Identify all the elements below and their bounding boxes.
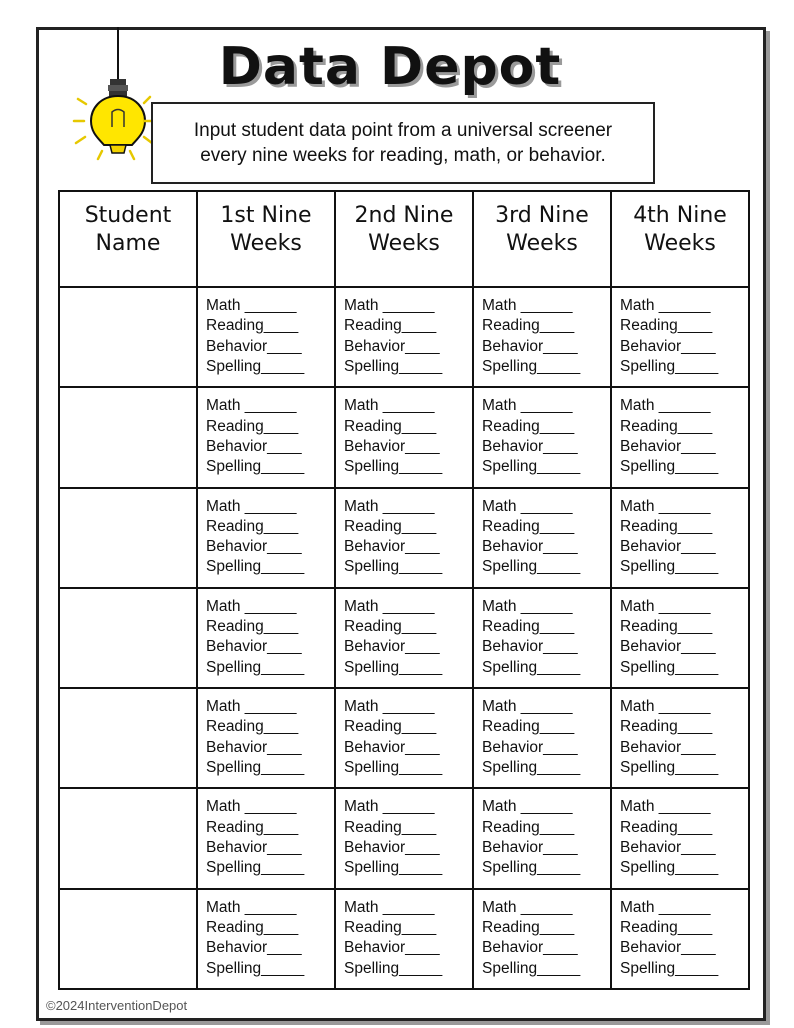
cell-field-label: Behavior____ bbox=[344, 437, 440, 455]
cell-field-label: Math ______ bbox=[620, 698, 711, 716]
nine-weeks-cell[interactable] bbox=[473, 788, 611, 888]
nine-weeks-cell[interactable] bbox=[473, 889, 611, 989]
cell-field-label: Reading____ bbox=[206, 417, 299, 435]
cell-field-label: Math ______ bbox=[482, 397, 573, 415]
cell-field-label: Reading____ bbox=[620, 618, 713, 636]
cell-field-label: Reading____ bbox=[206, 317, 299, 335]
cell-field-list bbox=[474, 890, 610, 979]
cell-field-list bbox=[198, 589, 334, 678]
nine-weeks-cell[interactable] bbox=[473, 688, 611, 788]
cell-field-list bbox=[198, 288, 334, 377]
cell-field-label: Math ______ bbox=[620, 798, 711, 816]
cell-field-label: Reading____ bbox=[620, 517, 713, 535]
cell-field-label: Behavior____ bbox=[206, 437, 302, 455]
cell-field-list bbox=[612, 288, 748, 377]
cell-field-label: Reading____ bbox=[344, 918, 437, 936]
nine-weeks-cell[interactable] bbox=[473, 387, 611, 487]
cell-field-label: Reading____ bbox=[620, 918, 713, 936]
cell-field-label: Math ______ bbox=[206, 497, 297, 515]
cell-field-list bbox=[474, 489, 610, 578]
cell-field-label: Behavior____ bbox=[482, 337, 578, 355]
cell-field-label: Behavior____ bbox=[482, 738, 578, 756]
cell-field-label: Spelling_____ bbox=[206, 759, 305, 777]
cell-field-list bbox=[612, 489, 748, 578]
table-row bbox=[59, 889, 749, 989]
nine-weeks-cell[interactable] bbox=[335, 488, 473, 588]
cell-field-label: Reading____ bbox=[620, 417, 713, 435]
cell-field-label: Math ______ bbox=[620, 898, 711, 916]
cell-field-label: Reading____ bbox=[482, 718, 575, 736]
cell-field-list bbox=[336, 388, 472, 477]
cell-field-list bbox=[198, 890, 334, 979]
cell-field-label: Math ______ bbox=[206, 898, 297, 916]
header-student-name: Student Name bbox=[59, 191, 197, 287]
cell-field-label: Math ______ bbox=[620, 497, 711, 515]
cell-field-label: Spelling_____ bbox=[620, 859, 719, 877]
cell-field-label: Reading____ bbox=[206, 818, 299, 836]
cell-field-list bbox=[198, 489, 334, 578]
cell-field-label: Behavior____ bbox=[344, 839, 440, 856]
cell-field-label: Spelling_____ bbox=[620, 658, 719, 676]
cell-field-label: Spelling_____ bbox=[482, 859, 581, 877]
cell-field-label: Math ______ bbox=[344, 898, 435, 916]
cell-field-label: Math ______ bbox=[482, 497, 573, 515]
cell-field-label: Behavior____ bbox=[620, 839, 716, 856]
nine-weeks-cell[interactable] bbox=[335, 788, 473, 888]
instructions-line-1: Input student data point from a universal screener bbox=[193, 120, 613, 141]
cell-field-label: Behavior____ bbox=[206, 839, 302, 856]
cell-field-label: Spelling_____ bbox=[482, 759, 581, 777]
cell-field-label: Math ______ bbox=[206, 597, 297, 615]
cell-field-list bbox=[198, 388, 334, 477]
cell-field-label: Math ______ bbox=[344, 798, 435, 816]
cell-field-label: Behavior____ bbox=[482, 939, 578, 957]
cell-field-label: Spelling_____ bbox=[620, 357, 719, 375]
cell-field-label: Behavior____ bbox=[206, 538, 302, 556]
cell-field-label: Spelling_____ bbox=[482, 959, 581, 977]
cell-field-label: Reading____ bbox=[206, 517, 299, 535]
cell-field-label: Behavior____ bbox=[620, 939, 716, 957]
cell-field-label: Spelling_____ bbox=[206, 959, 305, 977]
nine-weeks-cell[interactable] bbox=[611, 688, 749, 788]
nine-weeks-cell[interactable] bbox=[473, 488, 611, 588]
cell-field-label: Reading____ bbox=[206, 618, 299, 636]
cell-field-label: Behavior____ bbox=[344, 939, 440, 957]
cell-field-list bbox=[474, 589, 610, 678]
cell-field-label: Spelling_____ bbox=[344, 959, 443, 977]
cell-field-label: Spelling_____ bbox=[206, 859, 305, 877]
cell-field-label: Math ______ bbox=[482, 798, 573, 816]
cell-field-list bbox=[336, 288, 472, 377]
cell-field-label: Spelling_____ bbox=[344, 759, 443, 777]
cell-field-list bbox=[612, 789, 748, 878]
cell-field-label: Spelling_____ bbox=[620, 759, 719, 777]
cell-field-list bbox=[474, 789, 610, 878]
cell-field-label: Reading____ bbox=[620, 317, 713, 335]
nine-weeks-cell[interactable] bbox=[473, 287, 611, 387]
nine-weeks-cell[interactable] bbox=[335, 387, 473, 487]
cell-field-label: Math ______ bbox=[482, 297, 573, 314]
cell-field-label: Behavior____ bbox=[206, 638, 302, 656]
student-name-cell[interactable] bbox=[59, 788, 197, 888]
cell-field-label: Behavior____ bbox=[620, 538, 716, 556]
header-2nd-nine-weeks: 2nd Nine Weeks bbox=[335, 191, 473, 287]
student-name-cell[interactable] bbox=[59, 387, 197, 487]
cell-field-label: Reading____ bbox=[620, 718, 713, 736]
cell-field-list bbox=[612, 388, 748, 477]
copyright-text: ©2024InterventionDepot bbox=[46, 998, 188, 1013]
cell-field-label: Reading____ bbox=[206, 918, 299, 936]
cell-field-list bbox=[336, 890, 472, 979]
cell-field-list bbox=[336, 789, 472, 878]
cell-field-label: Reading____ bbox=[344, 317, 437, 335]
header-row bbox=[59, 191, 749, 287]
table-row bbox=[59, 588, 749, 688]
nine-weeks-cell[interactable] bbox=[197, 788, 335, 888]
cell-field-label: Math ______ bbox=[206, 698, 297, 716]
cell-field-list bbox=[198, 689, 334, 778]
cell-field-label: Behavior____ bbox=[206, 738, 302, 756]
cell-field-label: Spelling_____ bbox=[344, 357, 443, 375]
cell-field-label: Spelling_____ bbox=[620, 959, 719, 977]
cell-field-label: Math ______ bbox=[482, 698, 573, 716]
cell-field-label: Spelling_____ bbox=[344, 458, 443, 476]
cell-field-label: Behavior____ bbox=[344, 638, 440, 656]
cell-field-label: Math ______ bbox=[482, 597, 573, 615]
cell-field-label: Spelling_____ bbox=[620, 458, 719, 476]
cell-field-label: Spelling_____ bbox=[482, 558, 581, 576]
nine-weeks-cell[interactable] bbox=[197, 287, 335, 387]
table-row bbox=[59, 387, 749, 487]
page-title: Data Depot bbox=[218, 37, 562, 97]
cell-field-list bbox=[474, 689, 610, 778]
student-name-cell[interactable] bbox=[59, 688, 197, 788]
cell-field-label: Math ______ bbox=[620, 597, 711, 615]
nine-weeks-cell[interactable] bbox=[197, 889, 335, 989]
cell-field-label: Behavior____ bbox=[482, 538, 578, 556]
nine-weeks-cell[interactable] bbox=[611, 287, 749, 387]
cell-field-label: Math ______ bbox=[344, 297, 435, 314]
table-row bbox=[59, 788, 749, 888]
cell-field-label: Behavior____ bbox=[344, 538, 440, 556]
table-row bbox=[59, 287, 749, 387]
cell-field-label: Behavior____ bbox=[344, 738, 440, 756]
table-row bbox=[59, 688, 749, 788]
nine-weeks-cell[interactable] bbox=[611, 588, 749, 688]
cell-field-label: Spelling_____ bbox=[206, 558, 305, 576]
cell-field-label: Math ______ bbox=[620, 397, 711, 415]
cell-field-label: Behavior____ bbox=[482, 437, 578, 455]
cell-field-label: Reading____ bbox=[620, 818, 713, 836]
cell-field-label: Math ______ bbox=[344, 597, 435, 615]
header-3rd-nine-weeks: 3rd Nine Weeks bbox=[473, 191, 611, 287]
cell-field-label: Reading____ bbox=[482, 317, 575, 335]
nine-weeks-cell[interactable] bbox=[335, 889, 473, 989]
cell-field-list bbox=[612, 589, 748, 678]
header-1st-nine-weeks: 1st Nine Weeks bbox=[197, 191, 335, 287]
cell-field-label: Behavior____ bbox=[482, 638, 578, 656]
instructions-box bbox=[151, 102, 655, 184]
cell-field-label: Behavior____ bbox=[344, 337, 440, 355]
student-name-cell[interactable] bbox=[59, 588, 197, 688]
nine-weeks-cell[interactable] bbox=[611, 889, 749, 989]
cell-field-label: Reading____ bbox=[482, 818, 575, 836]
student-name-cell[interactable] bbox=[59, 889, 197, 989]
cell-field-label: Reading____ bbox=[344, 417, 437, 435]
nine-weeks-cell[interactable] bbox=[197, 588, 335, 688]
cell-field-list bbox=[336, 489, 472, 578]
cell-field-list bbox=[612, 890, 748, 979]
cell-field-label: Spelling_____ bbox=[482, 458, 581, 476]
cell-field-list bbox=[336, 589, 472, 678]
student-name-cell[interactable] bbox=[59, 488, 197, 588]
cell-field-list bbox=[612, 689, 748, 778]
cell-field-label: Behavior____ bbox=[620, 337, 716, 355]
cell-field-label: Spelling_____ bbox=[620, 558, 719, 576]
cell-field-label: Reading____ bbox=[482, 618, 575, 636]
data-table bbox=[58, 190, 750, 990]
nine-weeks-cell[interactable] bbox=[611, 387, 749, 487]
cell-field-label: Math ______ bbox=[344, 397, 435, 415]
instructions-line-2: every nine weeks for reading, math, or behavior. bbox=[200, 145, 606, 166]
cell-field-label: Math ______ bbox=[344, 497, 435, 515]
cell-field-label: Spelling_____ bbox=[482, 357, 581, 375]
cell-field-label: Behavior____ bbox=[206, 337, 302, 355]
table-body bbox=[59, 287, 749, 989]
student-name-cell[interactable] bbox=[59, 287, 197, 387]
cell-field-label: Reading____ bbox=[482, 918, 575, 936]
nine-weeks-cell[interactable] bbox=[197, 387, 335, 487]
cell-field-label: Spelling_____ bbox=[206, 658, 305, 676]
cell-field-label: Math ______ bbox=[206, 397, 297, 415]
cell-field-list bbox=[474, 388, 610, 477]
cell-field-label: Behavior____ bbox=[620, 437, 716, 455]
cell-field-label: Behavior____ bbox=[620, 638, 716, 656]
cell-field-label: Spelling_____ bbox=[344, 558, 443, 576]
cell-field-list bbox=[474, 288, 610, 377]
cell-field-label: Behavior____ bbox=[482, 839, 578, 856]
nine-weeks-cell[interactable] bbox=[335, 287, 473, 387]
cell-field-label: Spelling_____ bbox=[344, 658, 443, 676]
cell-field-label: Spelling_____ bbox=[482, 658, 581, 676]
cell-field-label: Spelling_____ bbox=[344, 859, 443, 877]
cell-field-label: Reading____ bbox=[206, 718, 299, 736]
cell-field-label: Behavior____ bbox=[206, 939, 302, 957]
cell-field-label: Spelling_____ bbox=[206, 458, 305, 476]
cell-field-list bbox=[336, 689, 472, 778]
nine-weeks-cell[interactable] bbox=[473, 588, 611, 688]
table-row bbox=[59, 488, 749, 588]
instructions-text bbox=[194, 118, 612, 168]
nine-weeks-cell[interactable] bbox=[335, 588, 473, 688]
nine-weeks-cell[interactable] bbox=[611, 788, 749, 888]
nine-weeks-cell[interactable] bbox=[335, 688, 473, 788]
cell-field-label: Behavior____ bbox=[620, 738, 716, 756]
cell-field-label: Reading____ bbox=[344, 618, 437, 636]
nine-weeks-cell[interactable] bbox=[611, 488, 749, 588]
lightbulb-icon bbox=[64, 27, 154, 167]
cell-field-label: Reading____ bbox=[482, 417, 575, 435]
cell-field-list bbox=[198, 789, 334, 878]
cell-field-label: Reading____ bbox=[344, 718, 437, 736]
cell-field-label: Spelling_____ bbox=[206, 357, 305, 375]
cell-field-label: Math ______ bbox=[344, 698, 435, 716]
cell-field-label: Math ______ bbox=[206, 297, 297, 314]
cell-field-label: Reading____ bbox=[344, 517, 437, 535]
cell-field-label: Reading____ bbox=[482, 517, 575, 535]
nine-weeks-cell[interactable] bbox=[197, 488, 335, 588]
header-4th-nine-weeks: 4th Nine Weeks bbox=[611, 191, 749, 287]
cell-field-label: Reading____ bbox=[344, 818, 437, 836]
cell-field-label: Math ______ bbox=[620, 297, 711, 314]
cell-field-label: Math ______ bbox=[206, 798, 297, 816]
cell-field-label: Math ______ bbox=[482, 898, 573, 916]
nine-weeks-cell[interactable] bbox=[197, 688, 335, 788]
